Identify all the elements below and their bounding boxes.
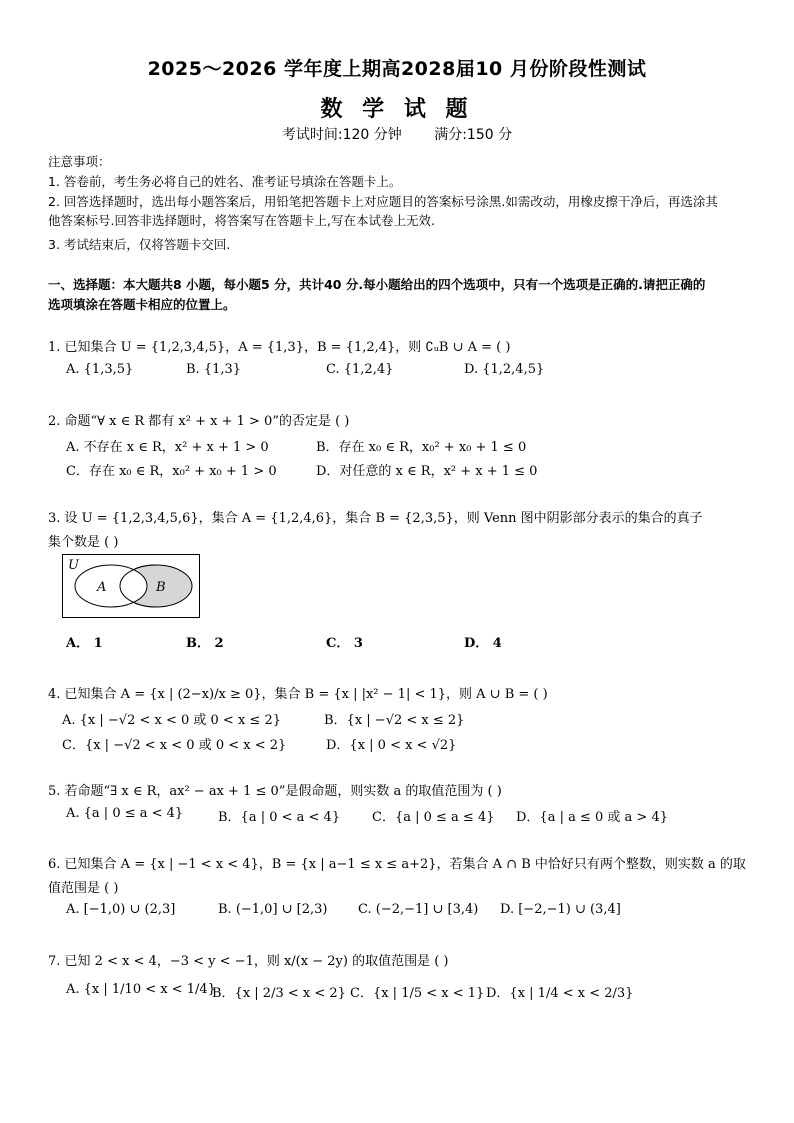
question-1-option-b[interactable]: B. {1,3} <box>186 362 242 377</box>
question-1-option-d[interactable]: D. {1,2,4,5} <box>464 362 545 377</box>
question-3-option-a[interactable]: A． 1 <box>66 636 103 651</box>
exam-meta <box>0 124 794 144</box>
question-6-stem: 6. 已知集合 A = {x | −1 < x < 4}，B = {x | a−1 ≤ x ≤ a+2}，若集合 A ∩ B 中恰好只有两个整数，则实数 a 的取 <box>48 857 746 872</box>
question-6-option-d[interactable]: D. [−2,−1) ∪ (3,4] <box>500 902 621 917</box>
note-item-1: 1. 答卷前，考生务必将自己的姓名、准考证号填涂在答题卡上。 <box>48 174 402 189</box>
section-heading-cont: 选项填涂在答题卡相应的位置上。 <box>48 297 236 312</box>
question-3-option-b[interactable]: B． 2 <box>186 636 224 651</box>
question-6-stem-cont: 值范围是 ( ) <box>48 881 119 896</box>
subject-title: 数 学 试 题 <box>320 97 474 122</box>
venn-diagram <box>62 554 200 618</box>
question-3-stem-cont: 集个数是 ( ) <box>48 535 119 550</box>
note-item-3: 3. 考试结束后，仅将答题卡交回. <box>48 237 231 252</box>
question-2-option-d[interactable]: D．对任意的 x ∈ R，x² + x + 1 ≤ 0 <box>316 464 538 479</box>
exam-score: 满分:150 分 <box>434 127 513 143</box>
question-4-stem: 4. 已知集合 A = {x | (2−x)/x ≥ 0}，集合 B = {x | |x² − 1| < 1}，则 A ∪ B = ( ) <box>48 687 548 702</box>
venn-set-a-label: A <box>97 580 107 595</box>
question-5-option-a[interactable]: A. {a | 0 ≤ a < 4} <box>66 806 184 821</box>
question-4-option-d[interactable]: D．{x | 0 < x < √2} <box>326 738 457 753</box>
question-2-option-c[interactable]: C．存在 x₀ ∈ R，x₀² + x₀ + 1 > 0 <box>66 464 277 479</box>
question-4-option-a[interactable]: A. {x | −√2 < x < 0 或 0 < x ≤ 2} <box>62 713 281 728</box>
question-4-option-b[interactable]: B．{x | −√2 < x ≤ 2} <box>324 713 465 728</box>
question-6-option-b[interactable]: B. (−1,0] ∪ [2,3) <box>218 902 328 917</box>
exam-time: 考试时间:120 分钟 <box>281 127 402 143</box>
venn-universe-label: U <box>68 558 79 573</box>
notes-heading: 注意事项： <box>48 154 111 169</box>
question-7-option-d[interactable]: D．{x | 1/4 < x < 2/3} <box>486 986 634 1001</box>
question-7-stem: 7. 已知 2 < x < 4，−3 < y < −1，则 x/(x − 2y) 的取值范围是 ( ) <box>48 954 449 969</box>
venn-set-a <box>75 565 147 607</box>
question-5-stem: 5. 若命题“∃ x ∈ R，ax² − ax + 1 ≤ 0”是假命题，则实数 a 的取值范围为 ( ) <box>48 784 502 799</box>
question-6-option-a[interactable]: A. [−1,0) ∪ (2,3] <box>66 902 176 917</box>
question-2-stem: 2. 命题“∀ x ∈ R 都有 x² + x + 1 > 0”的否定是 ( ) <box>48 414 350 429</box>
question-4-option-c[interactable]: C．{x | −√2 < x < 0 或 0 < x < 2} <box>62 738 287 753</box>
question-7-option-a[interactable]: A. {x | 1/10 < x < 1/4} <box>66 982 216 997</box>
question-1-option-a[interactable]: A. {1,3,5} <box>66 362 134 377</box>
question-3-stem: 3. 设 U = {1,2,3,4,5,6}，集合 A = {1,2,4,6}，集合 B = {2,3,5}，则 Venn 图中阴影部分表示的集合的真子 <box>48 511 703 526</box>
section-heading: 一、选择题：本大题共8 小题，每小题5 分，共计40 分.每小题给出的四个选项中，只有一个选项是正确的.请把正确的 <box>48 277 706 292</box>
question-1-stem: 1. 已知集合 U = {1,2,3,4,5}，A = {1,3}，B = {1,2,4}，则 ∁ᵤB ∪ A = ( ) <box>48 340 511 355</box>
question-5-option-c[interactable]: C．{a | 0 ≤ a ≤ 4} <box>372 810 495 825</box>
question-5-option-d[interactable]: D．{a | a ≤ 0 或 a > 4} <box>516 810 668 825</box>
question-1-option-c[interactable]: C. {1,2,4} <box>326 362 394 377</box>
venn-diagram-svg <box>63 555 199 617</box>
question-6-option-c[interactable]: C. (−2,−1] ∪ [3,4) <box>358 902 479 917</box>
question-5-option-b[interactable]: B．{a | 0 < a < 4} <box>218 810 341 825</box>
note-item-2: 2. 回答选择题时，选出每小题答案后，用铅笔把答题卡上对应题目的答案标号涂黑.如需改动，用橡皮擦干净后，再选涂其 <box>48 194 718 209</box>
note-item-2-cont: 他答案标号.回答非选择题时，将答案写在答题卡上,写在本试卷上无效. <box>48 213 435 228</box>
exam-title: 2025～2026 学年度上期高2028届10 月份阶段性测试 <box>147 58 647 80</box>
question-7-option-c[interactable]: C．{x | 1/5 < x < 1} <box>350 986 485 1001</box>
question-3-option-d[interactable]: D． 4 <box>464 636 502 651</box>
venn-set-b-label: B <box>156 580 166 595</box>
question-2-option-a[interactable]: A. 不存在 x ∈ R，x² + x + 1 > 0 <box>66 440 269 455</box>
question-2-option-b[interactable]: B．存在 x₀ ∈ R，x₀² + x₀ + 1 ≤ 0 <box>316 440 527 455</box>
question-3-option-c[interactable]: C． 3 <box>326 636 363 651</box>
question-7-option-b[interactable]: B．{x | 2/3 < x < 2} <box>212 986 346 1001</box>
